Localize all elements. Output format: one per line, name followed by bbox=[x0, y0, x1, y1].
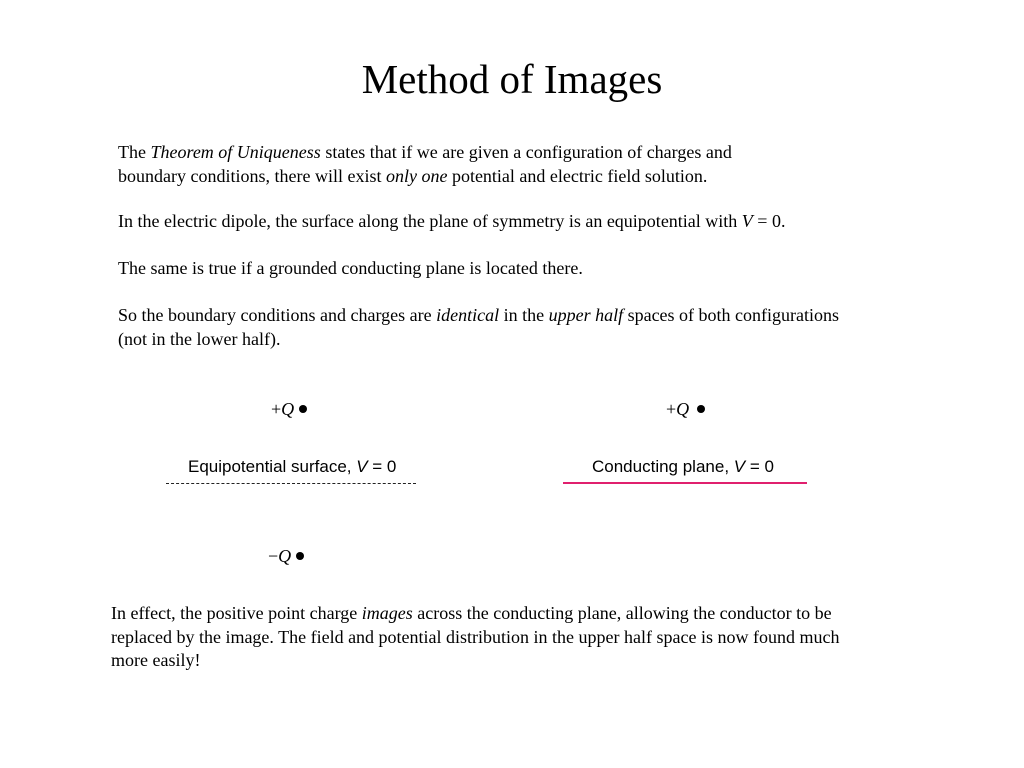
point-charge-dot-icon bbox=[296, 552, 304, 560]
text-run: In the electric dipole, the surface along the plane of symmetry is an equipotential with bbox=[118, 211, 742, 231]
variable-v: V bbox=[741, 211, 753, 231]
paragraph-line: The same is true if a grounded conducting plane is located there. bbox=[118, 258, 583, 278]
positive-charge-left bbox=[271, 398, 307, 420]
text-run: boundary conditions, there will exist bbox=[118, 165, 386, 186]
paragraph-line: more easily! bbox=[111, 650, 201, 670]
paragraph-grounded-plane bbox=[118, 257, 583, 281]
paragraph-line bbox=[118, 141, 732, 165]
text-run: states that if we are given a configuration of charges and bbox=[320, 142, 732, 162]
charge-symbol: Q bbox=[278, 546, 292, 566]
text-run: in the bbox=[499, 305, 549, 325]
emphasis-images: images bbox=[361, 603, 413, 623]
point-charge-dot-icon bbox=[697, 405, 705, 413]
charge-sign: + bbox=[666, 399, 677, 419]
paragraph-line: (not in the lower half). bbox=[118, 328, 281, 349]
paragraph-boundary-conditions bbox=[118, 304, 839, 351]
text-run: spaces of both configurations bbox=[623, 305, 840, 325]
text-run: across the conducting plane, allowing the conductor to be bbox=[412, 603, 832, 623]
positive-charge-right bbox=[666, 398, 705, 420]
equipotential-surface-label bbox=[188, 457, 396, 477]
charge-sign: + bbox=[271, 399, 282, 419]
slide-title: Method of Images bbox=[361, 56, 663, 102]
paragraph-line bbox=[111, 602, 839, 626]
emphasis-theorem: Theorem of Uniqueness bbox=[150, 142, 321, 162]
variable-v: V bbox=[356, 457, 368, 476]
emphasis-upper-half: upper half bbox=[548, 305, 624, 325]
paragraph-line bbox=[118, 304, 839, 328]
text-run: potential and electric field solution. bbox=[447, 165, 708, 186]
text-run: So the boundary conditions and charges are bbox=[118, 305, 437, 325]
charge-symbol: Q bbox=[676, 399, 690, 419]
text-run: = 0. bbox=[752, 211, 786, 231]
paragraph-uniqueness bbox=[118, 141, 732, 188]
emphasis-only-one: only one bbox=[385, 165, 448, 186]
paragraph-dipole bbox=[118, 210, 785, 234]
paragraph-line: replaced by the image. The field and potential distribution in the upper half space is now found much bbox=[111, 626, 840, 647]
label-text: = 0 bbox=[745, 457, 774, 476]
text-run: The bbox=[118, 142, 151, 162]
label-text: = 0 bbox=[367, 457, 397, 476]
charge-sign: − bbox=[268, 546, 279, 566]
conducting-plane-line bbox=[563, 482, 807, 484]
text-run: In effect, the positive point charge bbox=[111, 603, 362, 623]
paragraph-image-effect bbox=[111, 602, 839, 673]
label-text: Conducting plane, bbox=[592, 457, 734, 476]
negative-charge-left bbox=[268, 545, 304, 567]
point-charge-dot-icon bbox=[299, 405, 307, 413]
charge-symbol: Q bbox=[281, 399, 295, 419]
label-text: Equipotential surface, bbox=[188, 457, 357, 476]
equipotential-surface-line bbox=[166, 483, 416, 484]
variable-v: V bbox=[733, 457, 746, 476]
conducting-plane-label bbox=[592, 457, 774, 477]
emphasis-identical: identical bbox=[436, 305, 500, 325]
paragraph-line bbox=[118, 210, 785, 234]
paragraph-line bbox=[118, 165, 732, 189]
